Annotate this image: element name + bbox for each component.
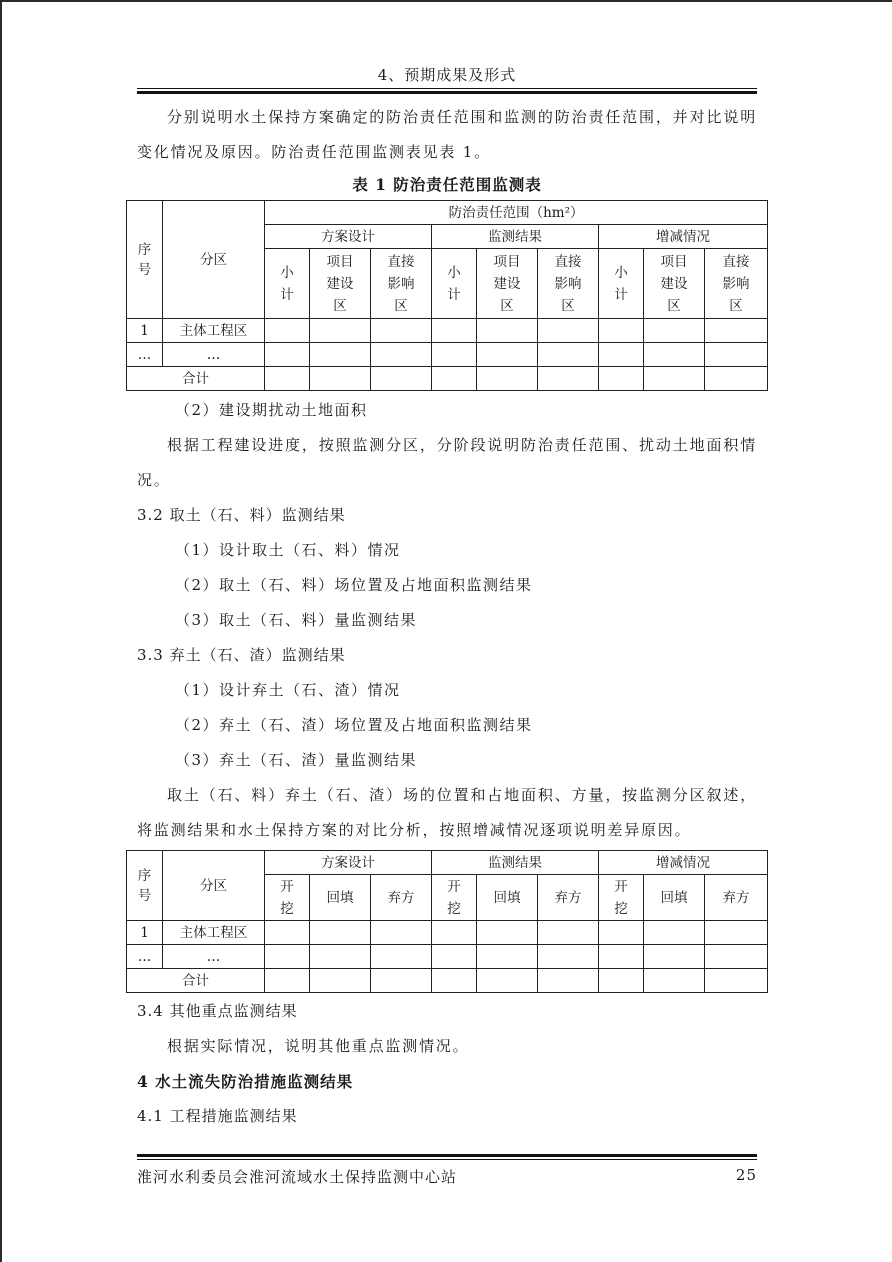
footer-rules (137, 1154, 757, 1160)
page-footer (137, 1166, 757, 1187)
group-design: 方案设计 (265, 225, 432, 249)
section-3-4-title: 3.4 其他重点监测结果 (137, 1002, 298, 1020)
sub-col-excavation: 开挖 (432, 875, 477, 921)
col-header-zone: 分区 (163, 201, 265, 319)
item-disturbed-area: （2）建设期扰动土地面积 (175, 401, 368, 419)
earthwork-table (126, 850, 768, 993)
table-total-row (127, 969, 768, 993)
group-design: 方案设计 (265, 851, 432, 875)
sub-col-spoil: 弃方 (705, 875, 768, 921)
row-seq: 1 (127, 319, 163, 343)
row-zone: … (163, 945, 265, 969)
sub-col-excavation: 开挖 (265, 875, 310, 921)
sub-col-project-area: 项目建设区 (644, 249, 705, 319)
row-zone: 主体工程区 (163, 921, 265, 945)
sub-col-direct-impact: 直接影响区 (371, 249, 432, 319)
group-change: 增减情况 (599, 225, 768, 249)
page-body (137, 100, 757, 1134)
para-spoil: 取土（石、料）弃土（石、渣）场的位置和占地面积、方量，按监测分区叙述，将监测结果和水土保持方案的对比分析，按照增减情况逐项说明差异原因。 (137, 786, 757, 839)
col-header-seq: 序号 (127, 201, 163, 319)
group-change: 增减情况 (599, 851, 768, 875)
sub-col-project-area: 项目建设区 (477, 249, 538, 319)
table-row (127, 343, 768, 367)
row-zone: 主体工程区 (163, 319, 265, 343)
header-rule-thick (137, 91, 757, 94)
row-zone: … (163, 343, 265, 367)
section-3-4-paragraph: 根据实际情况，说明其他重点监测情况。 (167, 1037, 470, 1055)
sub-col-excavation: 开挖 (599, 875, 644, 921)
sub-col-backfill: 回填 (477, 875, 538, 921)
page-number: 25 (735, 1166, 757, 1184)
sub-col-spoil: 弃方 (538, 875, 599, 921)
section-3-3-item: （3）弃土（石、渣）量监测结果 (175, 751, 418, 769)
table-row (127, 319, 768, 343)
sub-col-subtotal: 小计 (265, 249, 310, 319)
group-monitoring: 监测结果 (432, 225, 599, 249)
section-3-2-item: （1）设计取土（石、料）情况 (175, 541, 401, 559)
table-row (127, 945, 768, 969)
para-disturbed: 根据工程建设进度，按照监测分区，分阶段说明防治责任范围、扰动土地面积情况。 (137, 436, 757, 489)
total-label: 合计 (127, 367, 265, 391)
page-edge-left (0, 0, 2, 1262)
sub-col-direct-impact: 直接影响区 (538, 249, 599, 319)
sub-col-backfill: 回填 (310, 875, 371, 921)
col-header-zone: 分区 (163, 851, 265, 921)
section-4-1-title: 4.1 工程措施监测结果 (137, 1107, 298, 1125)
intro-paragraph: 分别说明水土保持方案确定的防治责任范围和监测的防治责任范围，并对比说明变化情况及原因。防治责任范围监测表见表 1。 (137, 108, 757, 161)
sub-col-subtotal: 小计 (432, 249, 477, 319)
table1-caption: 表 1 防治责任范围监测表 (352, 175, 542, 194)
section-3-3-title: 3.3 弃土（石、渣）监测结果 (137, 646, 346, 664)
section-3-2-item: （3）取土（石、料）量监测结果 (175, 611, 418, 629)
sub-col-subtotal: 小计 (599, 249, 644, 319)
sub-col-project-area: 项目建设区 (310, 249, 371, 319)
sub-col-backfill: 回填 (644, 875, 705, 921)
responsibility-range-table (126, 200, 768, 391)
col-header-seq: 序号 (127, 851, 163, 921)
sub-col-spoil: 弃方 (371, 875, 432, 921)
section-4-title: 4 水土流失防治措施监测结果 (137, 1072, 354, 1091)
footer-rule-thin (137, 1159, 757, 1160)
total-label: 合计 (127, 969, 265, 993)
header-rule-thin (137, 88, 757, 89)
row-seq: … (127, 945, 163, 969)
table-row (127, 921, 768, 945)
group-monitoring: 监测结果 (432, 851, 599, 875)
sub-col-direct-impact: 直接影响区 (705, 249, 768, 319)
row-seq: 1 (127, 921, 163, 945)
range-header: 防治责任范围（hm²） (265, 201, 768, 225)
footer-organization: 淮河水利委员会淮河流域水土保持监测中心站 (137, 1168, 458, 1186)
section-3-2-item: （2）取土（石、料）场位置及占地面积监测结果 (175, 576, 533, 594)
page-edge-top (0, 0, 892, 2)
section-3-2-title: 3.2 取土（石、料）监测结果 (137, 506, 346, 524)
section-3-3-item: （1）设计弃土（石、渣）情况 (175, 681, 401, 699)
running-header: 4、预期成果及形式 (377, 66, 517, 84)
row-seq: … (127, 343, 163, 367)
table-total-row (127, 367, 768, 391)
section-3-3-item: （2）弃土（石、渣）场位置及占地面积监测结果 (175, 716, 533, 734)
